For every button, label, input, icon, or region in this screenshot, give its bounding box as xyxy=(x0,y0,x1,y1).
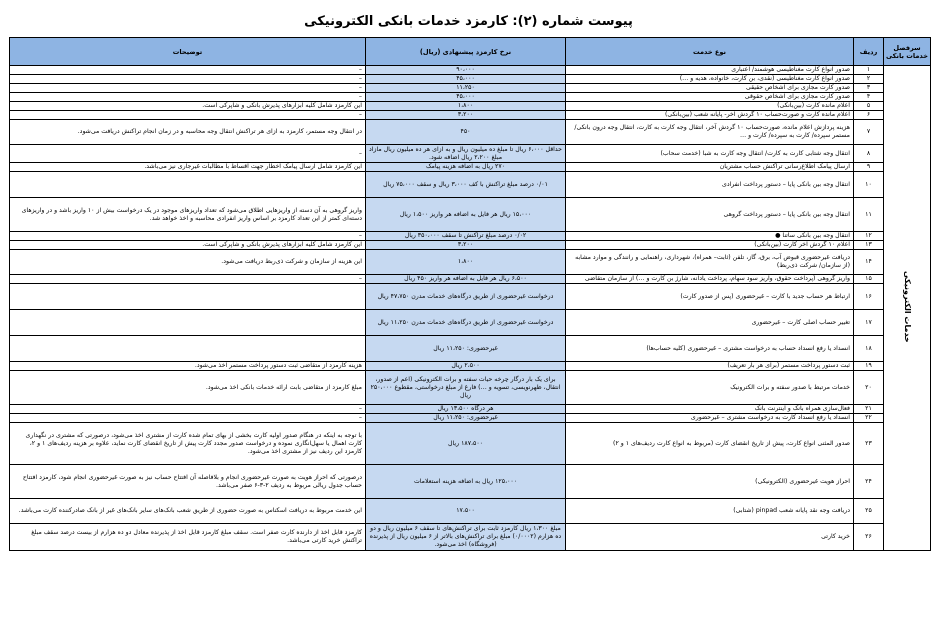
notes-text: – xyxy=(10,75,366,84)
row-number: ۱ xyxy=(854,66,884,75)
service-name: صدور انواع کارت مغناطیسی (نقدی، بن کارت، خانواده، هدیه و …) xyxy=(566,75,854,84)
table-row xyxy=(10,499,931,524)
header-fee: نرخ کارمزد پیشنهادی (ریال) xyxy=(366,38,566,66)
notes-text: – xyxy=(10,145,366,163)
notes-text xyxy=(10,172,366,198)
notes-text: – xyxy=(10,84,366,93)
fee-value: درخواست غیرحضوری از طریق درگاه‌های خدمات مدرن ۱۱،۲۵۰ ریال xyxy=(366,310,566,336)
row-number: ۳ xyxy=(854,84,884,93)
fee-value: ۱،۸۰۰ xyxy=(366,250,566,275)
row-number: ۱۰ xyxy=(854,172,884,198)
notes-text xyxy=(10,336,366,362)
service-name: صدور کارت مجازی برای اشخاص حقیقی xyxy=(566,84,854,93)
row-number: ۱۴ xyxy=(854,250,884,275)
table-row xyxy=(10,172,931,198)
fee-value: ۲۷۰ ریال به اضافه هزینه پیامک xyxy=(366,163,566,172)
service-name: خدمات مرتبط با صدور سفته و برات الکترونیک xyxy=(566,371,854,405)
header-notes: توضیحات xyxy=(10,38,366,66)
row-number: ۲۶ xyxy=(854,524,884,551)
service-name: دریافت وجه نقد پایانه شعب pinpad (شتابی) xyxy=(566,499,854,524)
header-category: سرفصل خدمات بانکی xyxy=(884,38,931,66)
notes-text: کارمزد قابل اخذ از دارنده کارت صفر است. سقف مبلغ کارمزد قابل اخذ از پذیرنده معادل دو ده هزارم از بیست درصد سقف مبلغ تراکنش خرید کارتی می‌باشد. xyxy=(10,524,366,551)
row-number: ۲ xyxy=(854,75,884,84)
row-number: ۲۵ xyxy=(854,499,884,524)
fee-value: ۴۵۰ xyxy=(366,120,566,145)
table-row xyxy=(10,111,931,120)
notes-text: – xyxy=(10,93,366,102)
header-row: ردیف xyxy=(854,38,884,66)
row-number: ۲۰ xyxy=(854,371,884,405)
fee-value: غیرحضوری: ۱۱،۲۵۰ ریال xyxy=(366,336,566,362)
notes-text: با توجه به اینکه در هنگام صدور اولیه کارت بخشی از بهای تمام شده کارت از مشتری اخذ می‌شود، درصورتی که مشتری در نگهداری کارت اهمال یا سهل‌انگاری نموده و درخواست صدور مجدد کارت پیش از تاریخ انقضای کارت نماید، علاوه بر هزینه ردیف‌های ۱ و ۲، کارمزد این ردیف نیز از مشتری اخذ می‌شود. xyxy=(10,423,366,465)
table-row xyxy=(10,75,931,84)
notes-text xyxy=(10,310,366,336)
fee-value: حداقل ۶،۰۰۰ ریال تا مبلغ ده میلیون ریال و به ازای هر ده میلیون ریال مازاد مبلغ ۲،۲۰۰ ریال اضافه شود. xyxy=(366,145,566,163)
service-name: اعلام ۱۰ گردش آخر کارت (بین‌بانکی) xyxy=(566,241,854,250)
notes-text xyxy=(10,284,366,310)
row-number: ۱۷ xyxy=(854,310,884,336)
row-number: ۶ xyxy=(854,111,884,120)
fee-value: ۱،۸۰۰ xyxy=(366,102,566,111)
service-name: واریز گروهی (پرداخت حقوق، واریز سود سهام، پرداخت یادانه، شارژ بن کارت و …) از سازمان متقاضی xyxy=(566,275,854,284)
fee-value: ۱۱،۲۵۰ xyxy=(366,84,566,93)
service-name: انتقال وجه بین بانکی ساتنا ● xyxy=(566,232,854,241)
service-name: اعلام مانده کارت و صورت‌حساب ۱۰ گردش آخر- پایانه شعب (بین‌بانکی) xyxy=(566,111,854,120)
table-row xyxy=(10,66,931,75)
fee-value: درخواست غیرحضوری از طریق درگاه‌های خدمات مدرن ۴۷،۷۵۰ ریال xyxy=(366,284,566,310)
row-number: ۲۲ xyxy=(854,414,884,423)
table-row xyxy=(10,284,931,310)
row-number: ۲۴ xyxy=(854,465,884,499)
table-row xyxy=(10,465,931,499)
category-label: خدمات الکترونیکی xyxy=(903,270,912,343)
notes-text: – xyxy=(10,414,366,423)
row-number: ۸ xyxy=(854,145,884,163)
service-name: ثبت دستور پرداخت مستمر (برای هر بار تعریف) xyxy=(566,362,854,371)
fee-value: ۰/۰۱ درصد مبلغ تراکنش با کف ۳،۰۰۰ ریال و سقف ۷۵،۰۰۰ ریال xyxy=(366,172,566,198)
row-number: ۷ xyxy=(854,120,884,145)
fee-value: ۱۸۷،۵۰۰ ریال xyxy=(366,423,566,465)
table-row xyxy=(10,275,931,284)
table-row xyxy=(10,336,931,362)
table-body xyxy=(10,66,931,551)
service-name: انتقال وجه بین بانکی پایا – دستور پرداخت انفرادی xyxy=(566,172,854,198)
fee-value: ۳،۲۰۰ xyxy=(366,241,566,250)
row-number: ۹ xyxy=(854,163,884,172)
fee-value: ۲،۵۰۰ ریال xyxy=(366,362,566,371)
page-title: پیوست شماره (۲): کارمزد خدمات بانکی الکترونیکی xyxy=(304,14,633,29)
row-number: ۱۱ xyxy=(854,198,884,232)
fee-value: غیرحضوری: ۱۱،۲۵۰ ریال xyxy=(366,414,566,423)
service-name: صدور انواع کارت مغناطیسی هوشمند/ اعتباری xyxy=(566,66,854,75)
notes-text: – xyxy=(10,275,366,284)
notes-text: این خدمت مربوط به دریافت اسکناس به صورت حضوری از طریق شعب بانک‌های سایر بانک‌های غیر از بانک صادرکننده کارت می‌باشد. xyxy=(10,499,366,524)
fee-value: ۰/۰۲ درصد مبلغ تراکنش تا سقف ۳۵۰،۰۰۰ ریال xyxy=(366,232,566,241)
notes-text: واریز گروهی به آن دسته از واریزهایی اطلاق می‌شود که تعداد واریزهای موجود در یک درخواست بیش از ۱۰ واریز باشد و در واریزهای دسته‌ای کمتر از این تعداد کارمزد بر اساس واریز انفرادی محاسبه و اخذ خواهد شد. xyxy=(10,198,366,232)
table-row xyxy=(10,310,931,336)
fee-value: ۹۰،۰۰۰ xyxy=(366,66,566,75)
fee-table xyxy=(9,37,931,551)
table-row xyxy=(10,405,931,414)
notes-text: درصورتی که احراز هویت به صورت غیرحضوری انجام و بلافاصله آن افتتاح حساب نیز به صورت غیرحضوری انجام شود، کارمزد افتتاح حساب جدول ریالی مربوط به ردیف ۲-۳-۶ صفر می‌باشد. xyxy=(10,465,366,499)
fee-value: ۴۵،۰۰۰ xyxy=(366,93,566,102)
notes-text: – xyxy=(10,405,366,414)
table-row xyxy=(10,250,931,275)
row-number: ۱۳ xyxy=(854,241,884,250)
service-name: اعلام مانده کارت (بین‌بانکی) xyxy=(566,102,854,111)
fee-value: برای یک بار درگار چرخه حیات سفته و برات الکترونیکی (اعم از صدور، انتقال، ظهرنویسی، تسویه و …) فارغ از مبلغ درخواستی، مقطوع ۲۵۰،۰۰۰ ریال xyxy=(366,371,566,405)
service-name: انسداد یا رفع انسداد کارت به درخواست مشتری – غیرحضوری xyxy=(566,414,854,423)
service-name: دریافت غیرحضوری قبوض آب، برق، گاز، تلفن (ثابت– همراه)، شهرداری، راهنمایی و رانندگی و موارد مشابه (از سازمان/ شرکت ذی‌ربط) xyxy=(566,250,854,275)
table-row xyxy=(10,423,931,465)
table-row xyxy=(10,84,931,93)
table-row xyxy=(10,362,931,371)
service-name: انتقال وجه بین بانکی پایا – دستور پرداخت گروهی xyxy=(566,198,854,232)
notes-text: این هزینه از سازمان و شرکت ذی‌ربط دریافت می‌شود. xyxy=(10,250,366,275)
service-name: انتقال وجه شتابی کارت به کارت/ انتقال وجه کارت به شبا (خدمت سحاب) xyxy=(566,145,854,163)
table-row xyxy=(10,241,931,250)
table-row xyxy=(10,93,931,102)
category-cell xyxy=(884,66,931,551)
table-row xyxy=(10,102,931,111)
row-number: ۵ xyxy=(854,102,884,111)
notes-text: این کارمزد شامل کلیه ابزارهای پذیرش بانکی و شاپرکی است. xyxy=(10,102,366,111)
notes-text: – xyxy=(10,232,366,241)
notes-text: – xyxy=(10,111,366,120)
notes-text: – xyxy=(10,66,366,75)
notes-text: این کارمزد شامل ارسال پیامک اخطار جهت اقساط با مطالبات غیرجاری نیز می‌باشد. xyxy=(10,163,366,172)
notes-text: در انتقال وجه مستمر، کارمزد به ازای هر تراکنش انتقال وجه محاسبه و در زمان انجام تراکنش دریافت می‌شود. xyxy=(10,120,366,145)
table-row xyxy=(10,524,931,551)
row-number: ۱۸ xyxy=(854,336,884,362)
row-number: ۲۳ xyxy=(854,423,884,465)
fee-value: ۳،۲۰۰ xyxy=(366,111,566,120)
table-row xyxy=(10,163,931,172)
row-number: ۴ xyxy=(854,93,884,102)
service-name: ارسال پیامک اطلاع‌رسانی تراکنش حساب مشتریان xyxy=(566,163,854,172)
row-number: ۱۵ xyxy=(854,275,884,284)
service-name: صدور کارت مجازی برای اشخاص حقوقی xyxy=(566,93,854,102)
table-row xyxy=(10,371,931,405)
fee-value: ۱۷،۵۰۰ xyxy=(366,499,566,524)
table-row xyxy=(10,145,931,163)
fee-value: ۱۲۵،۰۰۰ ریال به اضافه هزینه استعلامات xyxy=(366,465,566,499)
table-row xyxy=(10,414,931,423)
table-row xyxy=(10,198,931,232)
service-name: خرید کارتی xyxy=(566,524,854,551)
service-name: صدور المثنی انواع کارت، پیش از تاریخ انقضای کارت (مربوط به انواع کارت ردیف‌های ۱ و ۲) xyxy=(566,423,854,465)
fee-value: ۱۵،۰۰۰ ریال هر فایل به اضافه هر واریز ۱،۵۰۰ ریال xyxy=(366,198,566,232)
service-name: فعال‌سازی همراه بانک و اینترنت بانک xyxy=(566,405,854,414)
row-number: ۱۶ xyxy=(854,284,884,310)
fee-value: ۶،۵۰۰ ریال هر فایل به اضافه هر واریز ۴۵۰ ریال xyxy=(366,275,566,284)
fee-value: ۴۵،۰۰۰ xyxy=(366,75,566,84)
fee-value: هر درگاه ۱۳،۵۰۰ ریال xyxy=(366,405,566,414)
table-row xyxy=(10,232,931,241)
notes-text: مبلغ کارمزد از متقاضی بابت ارائه خدمات بانکی اخذ می‌شود. xyxy=(10,371,366,405)
service-name: ارتباط هر حساب جدید با کارت – غیرحضوری (پس از صدور کارت) xyxy=(566,284,854,310)
row-number: ۱۹ xyxy=(854,362,884,371)
fee-value: مبلغ ۱،۳۰۰ ریال کارمزد ثابت برای تراکنش‌های تا سقف ۶ میلیون ریال و دو ده هزارم (۰/۰۰۰۲) مبلغ برای تراکنش‌های بالاتر از ۶ میلیون ریال از پذیرنده (فروشگاه) اخذ می‌شود. xyxy=(366,524,566,551)
row-number: ۱۲ xyxy=(854,232,884,241)
service-name: انسداد یا رفع انسداد حساب به درخواست مشتری – غیرحضوری (کلیه حساب‌ها) xyxy=(566,336,854,362)
row-number: ۲۱ xyxy=(854,405,884,414)
service-name: احراز هویت غیرحضوری (الکترونیکی) xyxy=(566,465,854,499)
service-name: هزینه پردازش اعلام مانده، صورت‌حساب ۱۰ گردش آخر، انتقال وجه کارت به کارت، انتقال وجه درون بانکی/ مستمر سپرده/ کارت به سپرده/ کارت و … xyxy=(566,120,854,145)
table-row xyxy=(10,120,931,145)
header-service: نوع خدمت xyxy=(566,38,854,66)
notes-text: هزینه کارمزد از متقاضی ثبت دستور پرداخت مستمر اخذ می‌شود. xyxy=(10,362,366,371)
service-name: تغییر حساب اصلی کارت – غیرحضوری xyxy=(566,310,854,336)
notes-text: این کارمزد شامل کلیه ابزارهای پذیرش بانکی و شاپرکی است. xyxy=(10,241,366,250)
